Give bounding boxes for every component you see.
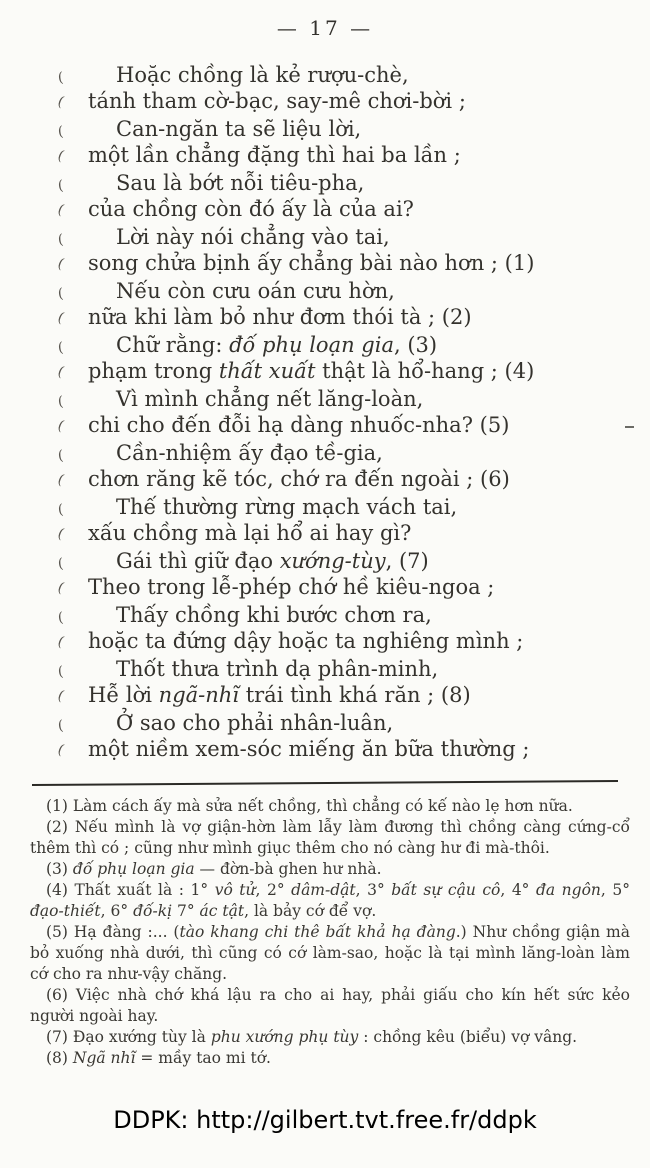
poem-line-six: Sau là bớt nỗi tiêu-pha, — [116, 171, 365, 195]
couplet-brace-icon: ( ( — [55, 69, 67, 111]
couplet-lines — [88, 386, 650, 438]
footnote: (2) Nếu mình là vợ giận-hờn làm lẫy làm đương thì chồng càng cứng-cổ thêm thì có ; cũng như mình giục thêm cho nó càng hư đi mà-thôi. — [30, 818, 630, 857]
footnote: (4) Thất xuất là : 1° vô tử, 2° dâm-dật, 3° bất sự cậu cô, 4° đa ngôn, 5° đạo-thiết, 6° đố-kị 7° ác tật, là bảy cớ để vợ. — [30, 881, 630, 920]
couplet-brace-icon: ( ( — [55, 231, 67, 273]
poem-couplet — [55, 332, 650, 384]
couplet-lines — [88, 602, 650, 654]
couplet-brace-icon: ( ( — [55, 285, 67, 327]
poem-line-eight: một lần chẳng đặng thì hai ba lần ; — [88, 143, 461, 167]
poem-line-eight: nữa khi làm bỏ như đơm thói tà ; (2) — [88, 305, 472, 329]
couplet-lines — [88, 170, 650, 222]
poem-couplet — [55, 386, 650, 438]
couplet-lines — [88, 332, 650, 384]
poem-line-six: Chữ rằng: đố phụ loạn gia, (3) — [116, 333, 438, 357]
poem-couplet — [55, 494, 650, 546]
poem-line-eight: xấu chồng mà lại hổ ai hay gì? — [88, 521, 412, 545]
couplet-lines — [88, 494, 650, 546]
poem-couplet — [55, 440, 650, 492]
poem-line-six: Thấy chồng khi bước chơn ra, — [116, 603, 432, 627]
source-caption: DDPK: http://gilbert.tvt.free.fr/ddpk — [113, 1106, 537, 1134]
couplet-lines — [88, 656, 650, 708]
couplet-lines — [88, 440, 650, 492]
footnote: (7) Đạo xướng tùy là phu xướng phụ tùy : chồng kêu (biểu) vợ vâng. — [46, 1028, 578, 1046]
poem-line-six: Cần-nhiệm ấy đạo tề-gia, — [116, 441, 383, 465]
poem-line-six: Vì mình chẳng nết lăng-loàn, — [116, 387, 424, 411]
poem-line-six: Hoặc chồng là kẻ rượu-chè, — [116, 63, 409, 87]
footnote: (3) đố phụ loạn gia — đờn-bà ghen hư nhà. — [46, 860, 382, 878]
poem-line-six: Nếu còn cưu oán cưu hờn, — [116, 279, 395, 303]
couplet-lines — [88, 224, 650, 276]
poem-couplet — [55, 710, 650, 762]
couplet-lines — [88, 116, 650, 168]
poem-couplet — [55, 116, 650, 168]
couplet-brace-icon: ( ( — [55, 663, 67, 705]
couplet-brace-icon: ( ( — [55, 177, 67, 219]
couplet-brace-icon: ( ( — [55, 123, 67, 165]
poem-line-six: Ở sao cho phải nhân-luân, — [116, 711, 394, 735]
footnote: (5) Hạ đàng :... (tào khang chi thê bất khả hạ đàng.) Như chồng giận mà bỏ xuống nhà dưới, thì cũng có cớ làm-sao, hoặc là tại mình lăng-loàn làm cớ cho ra như-vậy chăng. — [30, 923, 630, 983]
scanned-page — [0, 16, 650, 1134]
couplet-brace-icon: ( ( — [55, 393, 67, 435]
poem-line-eight: Hễ lời ngã-nhĩ trái tình khá răn ; (8) — [88, 683, 471, 707]
poem-line-eight: chi cho đến đỗi hạ dàng nhuốc-nha? (5) — [88, 413, 510, 437]
poem-couplet — [55, 548, 650, 600]
poem-couplet — [55, 656, 650, 708]
poem-line-eight: chơn răng kẽ tóc, chớ ra đến ngoài ; (6) — [88, 467, 510, 491]
poem-couplet — [55, 170, 650, 222]
poem-line-six: Thốt thưa trình dạ phân-minh, — [116, 657, 439, 681]
poem-line-eight: phạm trong thất xuất thật là hổ-hang ; (4) — [88, 359, 535, 383]
footnote-divider — [32, 780, 618, 786]
poem-line-eight: song chửa bịnh ấy chẳng bài nào hơn ; (1) — [88, 251, 535, 275]
poem-couplet — [55, 278, 650, 330]
poem-couplet — [55, 224, 650, 276]
couplet-brace-icon: ( ( — [55, 339, 67, 381]
poem-line-eight: tánh tham cờ-bạc, say-mê chơi-bời ; — [88, 89, 466, 113]
couplet-brace-icon: ( ( — [55, 447, 67, 489]
footnote: (1) Làm cách ấy mà sửa nết chồng, thì chẳng có kế nào lẹ hơn nữa. — [46, 797, 573, 815]
couplet-lines — [88, 548, 650, 600]
couplet-lines — [88, 710, 650, 762]
poem-couplet — [55, 62, 650, 114]
couplet-lines — [88, 62, 650, 114]
poem-line-six: Can-ngăn ta sẽ liệu lời, — [116, 117, 362, 141]
poem-line-eight: của chồng còn đó ấy là của ai? — [88, 197, 414, 221]
poem-line-eight: hoặc ta đứng dậy hoặc ta nghiêng mình ; — [88, 629, 524, 653]
footnote: (6) Việc nhà chớ khá lậu ra cho ai hay, phải giấu cho kín hết sức kẻo người ngoài hay. — [30, 986, 630, 1025]
couplet-brace-icon: ( ( — [55, 555, 67, 597]
couplet-brace-icon: ( ( — [55, 501, 67, 543]
poem-line-eight: Theo trong lễ-phép chớ hề kiêu-ngoa ; — [88, 575, 495, 599]
couplet-brace-icon: ( ( — [55, 717, 67, 759]
footnotes — [30, 796, 630, 1069]
poem-couplet — [55, 602, 650, 654]
poem-line-six: Gái thì giữ đạo xướng-tùy, (7) — [116, 549, 429, 573]
poem-line-eight: một niềm xem-sóc miếng ăn bữa thường ; — [88, 737, 530, 761]
poem-line-six: Lời này nói chẳng vào tai, — [116, 225, 390, 249]
scan-artifact-dash — [625, 426, 634, 428]
couplet-lines — [88, 278, 650, 330]
poem-line-six: Thế thường rừng mạch vách tai, — [116, 495, 458, 519]
poem — [55, 62, 650, 762]
couplet-brace-icon: ( ( — [55, 609, 67, 651]
footnote: (8) Ngã nhĩ = mầy tao mi tớ. — [46, 1049, 271, 1067]
page-number: — 17 — — [276, 16, 374, 40]
